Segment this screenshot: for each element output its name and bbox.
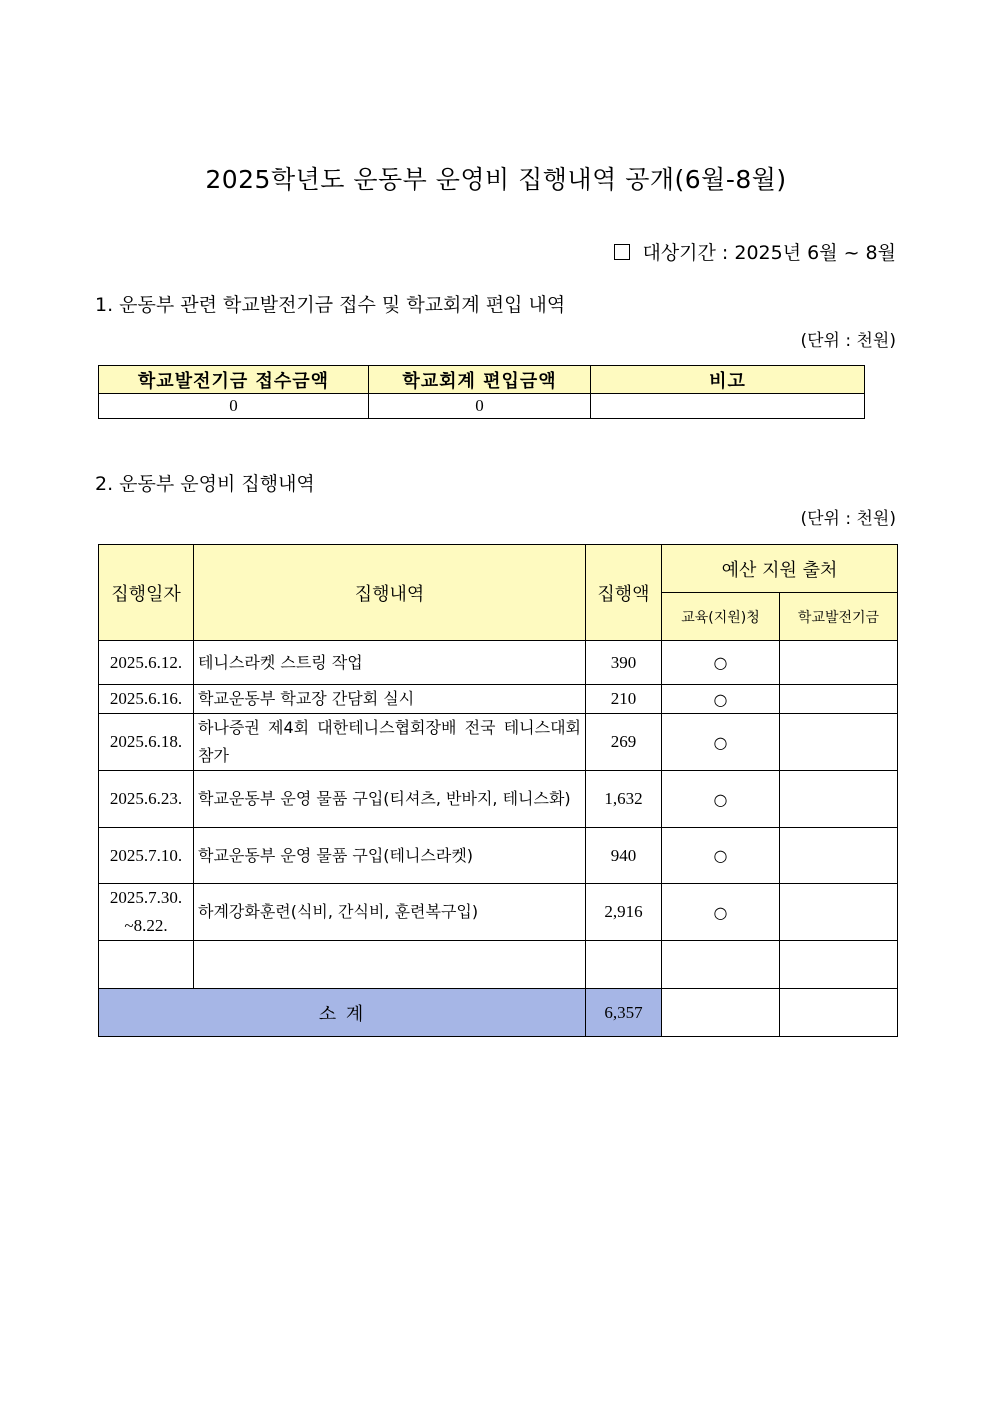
table-row-empty (99, 941, 898, 989)
row-fund-mark (780, 771, 898, 828)
row-date-line1: 2025.7.30. (109, 888, 183, 907)
row-desc: 하계강화훈련(식비, 간식비, 훈련복구입) (194, 884, 586, 941)
row-date: 2025.6.12. (99, 641, 194, 685)
total-row (99, 989, 898, 1037)
fund-value-received: 0 (99, 394, 369, 419)
row-edu-mark: ○ (662, 884, 780, 941)
total-amount: 6,357 (586, 989, 662, 1037)
row-desc: 테니스라켓 스트링 작업 (194, 641, 586, 685)
row-edu-mark: ○ (662, 828, 780, 884)
row-amount: 210 (586, 685, 662, 714)
table-row (99, 828, 898, 884)
row-amount: 269 (586, 714, 662, 771)
row-date: 2025.7.10. (99, 828, 194, 884)
table-row (99, 771, 898, 828)
empty-cell (662, 941, 780, 989)
row-amount: 940 (586, 828, 662, 884)
row-edu-mark: ○ (662, 641, 780, 685)
table-row (99, 714, 898, 771)
fund-header-received: 학교발전기금 접수금액 (99, 366, 369, 394)
row-desc: 학교운동부 운영 물품 구입(티셔츠, 반바지, 테니스화) (194, 771, 586, 828)
header-amount: 집행액 (586, 545, 662, 641)
fund-header-note: 비고 (591, 366, 865, 394)
row-fund-mark (780, 828, 898, 884)
empty-cell (194, 941, 586, 989)
section2-heading: 2. 운동부 운영비 집행내역 (95, 473, 315, 495)
row-desc: 하나증권 제4회 대한테니스협회장배 전국 테니스대회 참가 (194, 714, 586, 771)
row-desc: 학교운동부 학교장 간담회 실시 (194, 685, 586, 714)
expense-table (98, 544, 898, 1037)
empty-cell (99, 941, 194, 989)
total-label: 소 계 (99, 989, 586, 1037)
section1-heading: 1. 운동부 관련 학교발전기금 접수 및 학교회계 편입 내역 (95, 294, 566, 316)
fund-value-transferred: 0 (369, 394, 591, 419)
row-fund-mark (780, 685, 898, 714)
total-edu-cell (662, 989, 780, 1037)
row-date: 2025.6.16. (99, 685, 194, 714)
square-icon (614, 244, 630, 260)
row-edu-mark: ○ (662, 714, 780, 771)
table-row (99, 685, 898, 714)
total-fund-cell (780, 989, 898, 1037)
row-fund-mark (780, 641, 898, 685)
empty-cell (586, 941, 662, 989)
row-date-line2: ~8.22. (124, 916, 168, 935)
fund-value-note (591, 394, 865, 419)
row-fund-mark (780, 884, 898, 941)
fund-header-transferred: 학교회계 편입금액 (369, 366, 591, 394)
header-desc: 집행내역 (194, 545, 586, 641)
section2-unit: (단위 : 천원) (800, 509, 896, 529)
header-source-fund: 학교발전기금 (780, 593, 898, 641)
period-text: 대상기간 : 2025년 6월 ~ 8월 (642, 242, 896, 264)
header-source-edu: 교육(지원)청 (662, 593, 780, 641)
section1-unit: (단위 : 천원) (800, 331, 896, 351)
row-fund-mark (780, 714, 898, 771)
row-date: 2025.6.18. (99, 714, 194, 771)
table-row (99, 641, 898, 685)
row-amount: 390 (586, 641, 662, 685)
header-source: 예산 지원 출처 (662, 545, 898, 593)
row-amount: 1,632 (586, 771, 662, 828)
row-edu-mark: ○ (662, 685, 780, 714)
page-title: 2025학년도 운동부 운영비 집행내역 공개(6월-8월) (205, 165, 787, 194)
row-date: 2025.6.23. (99, 771, 194, 828)
row-edu-mark: ○ (662, 771, 780, 828)
empty-cell (780, 941, 898, 989)
row-amount: 2,916 (586, 884, 662, 941)
table-row (99, 884, 898, 941)
header-date: 집행일자 (99, 545, 194, 641)
row-date (99, 884, 194, 941)
period-line (614, 238, 896, 265)
fund-table (98, 365, 865, 419)
row-desc: 학교운동부 운영 물품 구입(테니스라켓) (194, 828, 586, 884)
